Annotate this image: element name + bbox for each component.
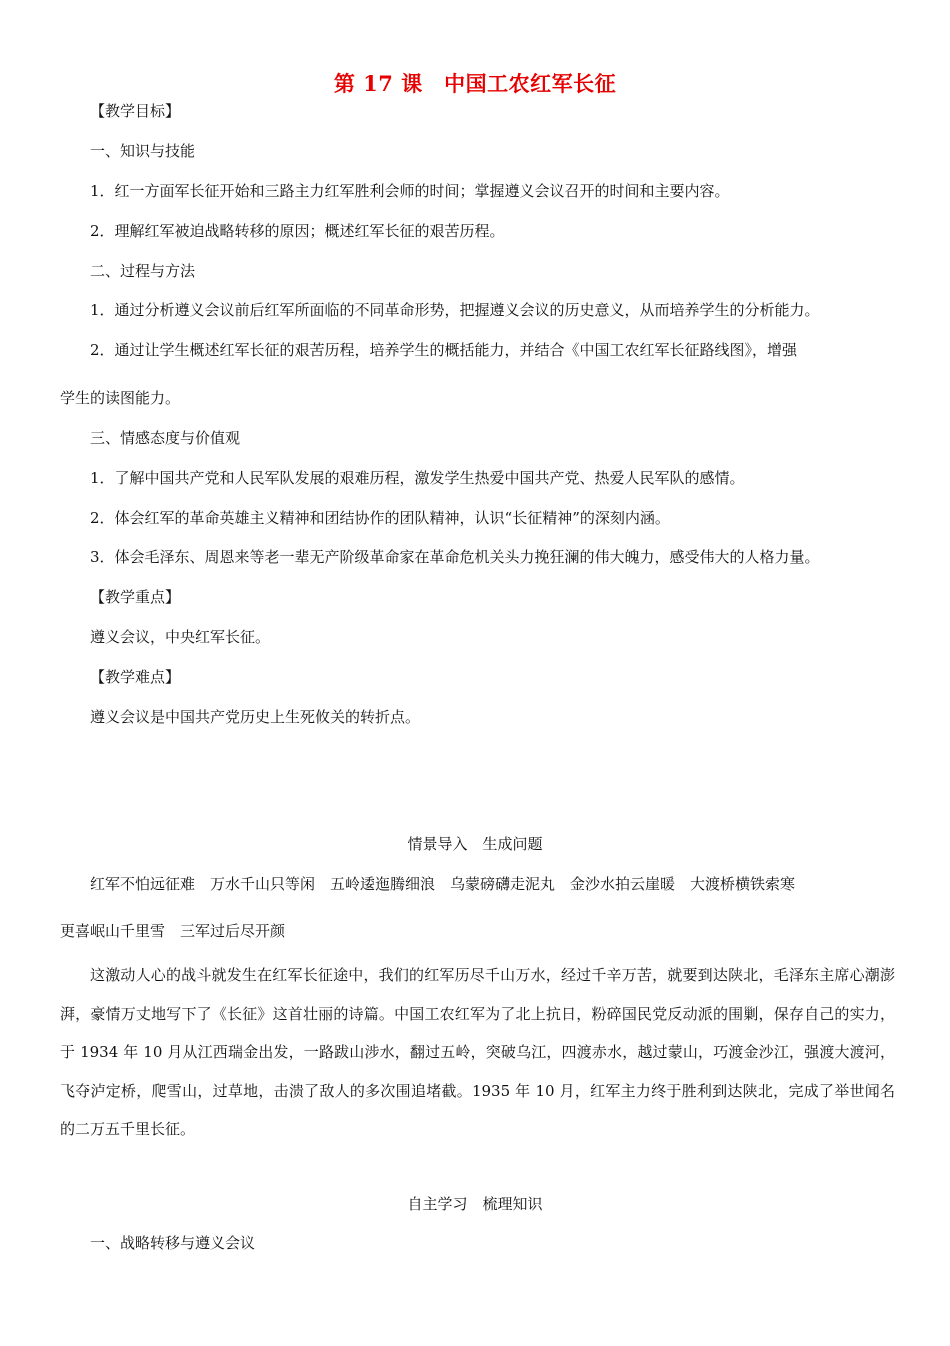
section2-item-2-cont: 学生的读图能力。 (60, 389, 181, 407)
key-point-header: 【教学重点】 (90, 588, 181, 606)
section1-item-2: 2．理解红军被迫战略转移的原因；概述红军长征的艰苦历程。 (90, 222, 505, 240)
intro-heading: 情景导入 生成问题 (407, 835, 543, 853)
key-point-text: 遵义会议，中央红军长征。 (90, 628, 271, 646)
section3-heading: 三、情感态度与价值观 (90, 429, 241, 447)
section2-item-2: 2．通过让学生概述红军长征的艰苦历程，培养学生的概括能力，并结合《中国工农红军长征路线图》，增强 (90, 341, 798, 359)
section3-item-2: 2．体会红军的革命英雄主义精神和团结协作的团队精神，认识“长征精神”的深刻内涵。 (90, 509, 670, 527)
section1-heading: 一、知识与技能 (90, 142, 196, 160)
poem-line-1: 红军不怕远征难 万水千山只等闲 五岭逶迤腾细浪 乌蒙磅礴走泥丸 金沙水拍云崖暖 大渡桥横铁索寒 (90, 875, 796, 893)
section2-item-1: 1．通过分析遵义会议前后红军所面临的不同革命形势，把握遵义会议的历史意义，从而培养学生的分析能力。 (90, 301, 820, 319)
section3-item-3: 3．体会毛泽东、周恩来等老一辈无产阶级革命家在革命危机关头力挽狂澜的伟大魄力，感受伟大的人格力量。 (90, 548, 820, 566)
difficulty-header: 【教学难点】 (90, 668, 181, 686)
difficulty-text: 遵义会议是中国共产党历史上生死攸关的转折点。 (90, 708, 421, 726)
section2-heading: 二、过程与方法 (90, 262, 196, 280)
self-study-heading: 自主学习 梳理知识 (407, 1195, 543, 1213)
lesson-title: 第 17 课 中国工农红军长征 (333, 71, 617, 96)
poem-line-2: 更喜岷山千里雪 三军过后尽开颜 (60, 922, 286, 940)
section1-item-1: 1．红一方面军长征开始和三路主力红军胜利会师的时间；掌握遵义会议召开的时间和主要内容。 (90, 182, 730, 200)
section3-item-1: 1．了解中国共产党和人民军队发展的艰难历程，激发学生热爱中国共产党、热爱人民军队的感情。 (90, 469, 745, 487)
intro-paragraph: 这激动人心的战斗就发生在红军长征途中，我们的红军历尽千山万水，经过千辛万苦，就要到达陕北，毛泽东主席心潮澎湃，豪情万丈地写下了《长征》这首壮丽的诗篇。中国工农红军为了北上抗日，粉碎国民党反动派的围剿，保存自己的实力，于 1934 年 10 月从江西瑞金出发，一路跋山涉水，翻过五岭，突破乌江，四渡赤水，越过蒙山，巧渡金沙江，强渡大渡河，飞夺泸定桥，爬雪山，过草地，击溃了敌人的多次围追堵截。1935 年 10 月，红军主力终于胜利到达陕北，完成了举世闻名的二万五千里长征。 (60, 966, 895, 1138)
self-study-subheading: 一、战略转移与遵义会议 (90, 1234, 256, 1252)
objectives-header: 【教学目标】 (90, 102, 181, 120)
